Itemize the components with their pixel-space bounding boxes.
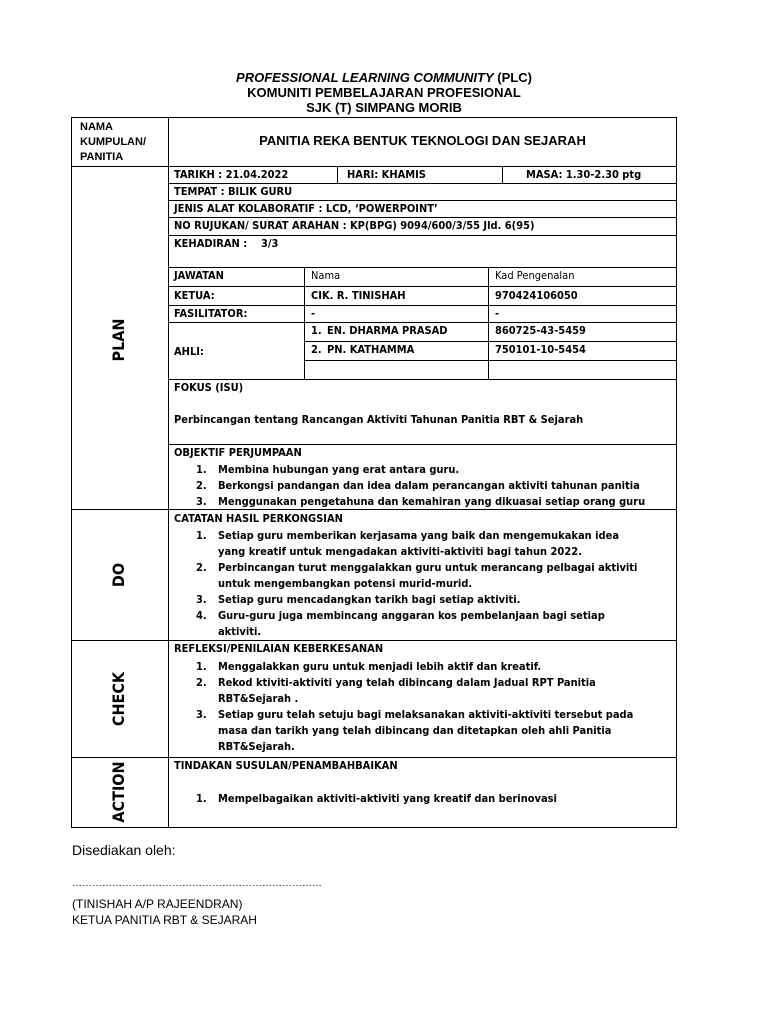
ahli-2-no: 2. xyxy=(311,343,322,356)
list-item: 4. Guru-guru juga membincang anggaran kos pembelanjaan bagi setiap aktiviti. xyxy=(196,609,605,638)
list-item: 2. Rekod ktiviti-aktiviti yang telah dibincang dalam Jadual RPT Panitia RBT&Sejarah . xyxy=(196,676,596,705)
list-item-text: masa dan tarikh yang telah dibincang dan ditetapkan oleh ahli Panitia xyxy=(218,724,612,737)
section-plan: PLAN xyxy=(109,318,128,362)
ahli-2-nama: PN. KATHAMMA xyxy=(327,343,415,356)
fasilitator-nama: - xyxy=(311,307,316,320)
title-italic-part: PROFESSIONAL LEARNING COMMUNITY xyxy=(236,70,494,85)
header-jawatan: JAWATAN xyxy=(174,269,224,282)
section-column-divider xyxy=(168,117,169,828)
list-item-text: Setiap guru telah setuju bagi melaksanakan aktiviti-aktiviti tersebut pada xyxy=(218,708,634,721)
tindakan-list xyxy=(172,791,557,807)
header-kad: Kad Pengenalan xyxy=(495,269,575,282)
list-item-text: untuk mengembangkan potensi murid-murid. xyxy=(218,577,473,590)
header-nama: Nama xyxy=(311,269,341,282)
list-item-text: Mempelbagaikan aktiviti-aktiviti yang kreatif dan berinovasi xyxy=(218,792,557,805)
kehadiran: KEHADIRAN : 3/3 xyxy=(174,237,279,250)
group-label: NAMA KUMPULAN/ PANITIA xyxy=(80,121,146,163)
fasilitator-kad: - xyxy=(495,307,500,320)
school-name: SJK (T) SIMPANG MORIB xyxy=(306,100,462,115)
list-item-text: Rekod ktiviti-aktiviti yang telah dibincang dalam Jadual RPT Panitia xyxy=(218,676,596,689)
tarikh: TARIKH : 21.04.2022 xyxy=(174,168,289,181)
hari: HARI: KHAMIS xyxy=(347,168,426,181)
section-check: CHECK xyxy=(109,671,128,727)
list-item: 2. Berkongsi pandangan dan idea dalam perancangan aktiviti tahunan panitia xyxy=(196,479,640,492)
list-item-text: RBT&Sejarah. xyxy=(218,740,295,753)
document-title-line1 xyxy=(0,70,768,85)
signature-line: ………………………………………………………………… xyxy=(72,878,322,889)
prepared-by-label: Disediakan oleh: xyxy=(72,842,176,858)
list-item-text: Setiap guru mencadangkan tarikh bagi setiap aktiviti. xyxy=(218,593,521,606)
list-item: 1. Menggalakkan guru untuk menjadi lebih aktif dan kreatif. xyxy=(196,660,542,673)
fasilitator-label: FASILITATOR: xyxy=(174,307,248,320)
objektif-title: OBJEKTIF PERJUMPAAN xyxy=(174,446,302,459)
ahli-1-no: 1. xyxy=(311,324,322,337)
document-title-line2: KOMUNITI PEMBELAJARAN PROFESIONAL xyxy=(247,85,521,100)
objektif-list xyxy=(172,462,645,510)
list-item-text: Membina hubungan yang erat antara guru. xyxy=(218,463,460,476)
jenis-alat: JENIS ALAT KOLABORATIF : LCD, ‘POWERPOINT’ xyxy=(174,202,438,215)
tempat: TEMPAT : BILIK GURU xyxy=(174,185,293,198)
list-item-text: Menggalakkan guru untuk menjadi lebih aktif dan kreatif. xyxy=(218,660,542,673)
list-item-text: RBT&Sejarah . xyxy=(218,692,299,705)
section-do: DO xyxy=(109,562,128,588)
title-plc-part: (PLC) xyxy=(493,70,532,85)
list-item-text: Perbincangan turut menggalakkan guru untuk merancang pelbagai aktiviti xyxy=(218,561,638,574)
list-item: 1. Membina hubungan yang erat antara guru. xyxy=(196,463,460,476)
group-name: PANITIA REKA BENTUK TEKNOLOGI DAN SEJARAH xyxy=(259,133,586,148)
ketua-kad: 970424106050 xyxy=(495,289,578,302)
col-line xyxy=(488,267,489,379)
catatan-list xyxy=(172,528,637,640)
col-line xyxy=(337,166,338,183)
row-line xyxy=(168,267,677,268)
masa: MASA: 1.30-2.30 ptg xyxy=(526,168,642,181)
fokus-title: FOKUS (ISU) xyxy=(174,381,244,394)
list-item: 1. Setiap guru memberikan kerjasama yang baik dan mengemukakan idea yang kreatif untuk mengadakan aktiviti-aktiviti bagi tahun 2022. xyxy=(196,529,619,558)
list-item: 1. Mempelbagaikan aktiviti-aktiviti yang kreatif dan berinovasi xyxy=(196,792,557,805)
row-line xyxy=(304,360,677,361)
list-item: 3. Setiap guru mencadangkan tarikh bagi setiap aktiviti. xyxy=(196,593,521,606)
signatory-name: (TINISHAH A/P RAJEENDRAN) xyxy=(72,897,243,911)
list-item-text: Menggunakan pengetahuna dan kemahiran yang dikuasai setiap orang guru xyxy=(218,495,646,508)
fokus-text: Perbincangan tentang Rancangan Aktiviti Tahunan Panitia RBT & Sejarah xyxy=(174,413,584,426)
row-line xyxy=(168,379,677,380)
ahli-1-nama: EN. DHARMA PRASAD xyxy=(327,324,448,337)
list-item-text: aktiviti. xyxy=(218,625,262,638)
row-line xyxy=(168,286,677,287)
list-item-text: Berkongsi pandangan dan idea dalam perancangan aktiviti tahunan panitia xyxy=(218,479,640,492)
col-line xyxy=(502,166,503,183)
col-line xyxy=(304,267,305,379)
section-action: ACTION xyxy=(109,761,128,823)
refleksi-list xyxy=(172,659,633,755)
ahli-label: AHLI: xyxy=(174,345,204,358)
catatan-title: CATATAN HASIL PERKONGSIAN xyxy=(174,512,343,525)
refleksi-title: REFLEKSI/PENILAIAN KEBERKESANAN xyxy=(174,642,384,655)
ahli-1-kad: 860725-43-5459 xyxy=(495,324,586,337)
tindakan-title: TINDAKAN SUSULAN/PENAMBAHBAIKAN xyxy=(174,759,398,772)
list-item: 3. Setiap guru telah setuju bagi melaksanakan aktiviti-aktiviti tersebut pada masa dan tarikh yang telah dibincang dan ditetapkan oleh ahli Panitia RBT&Sejarah. xyxy=(196,708,634,753)
ahli-2-kad: 750101-10-5454 xyxy=(495,343,586,356)
list-item: 2. Perbincangan turut menggalakkan guru untuk merancang pelbagai aktiviti untuk mengembangkan potensi murid-murid. xyxy=(196,561,638,590)
list-item-text: Guru-guru juga membincang anggaran kos pembelanjaan bagi setiap xyxy=(218,609,605,622)
ketua-label: KETUA: xyxy=(174,289,215,302)
list-item-text: yang kreatif untuk mengadakan aktiviti-aktiviti bagi tahun 2022. xyxy=(218,545,582,558)
list-item: 3. Menggunakan pengetahuna dan kemahiran yang dikuasai setiap orang guru xyxy=(196,495,646,508)
signatory-position: KETUA PANITIA RBT & SEJARAH xyxy=(72,913,257,927)
ketua-nama: CIK. R. TINISHAH xyxy=(311,289,406,302)
list-item-text: Setiap guru memberikan kerjasama yang baik dan mengemukakan idea xyxy=(218,529,619,542)
no-rujukan: NO RUJUKAN/ SURAT ARAHAN : KP(BPG) 9094/600/3/55 Jld. 6(95) xyxy=(174,219,535,232)
